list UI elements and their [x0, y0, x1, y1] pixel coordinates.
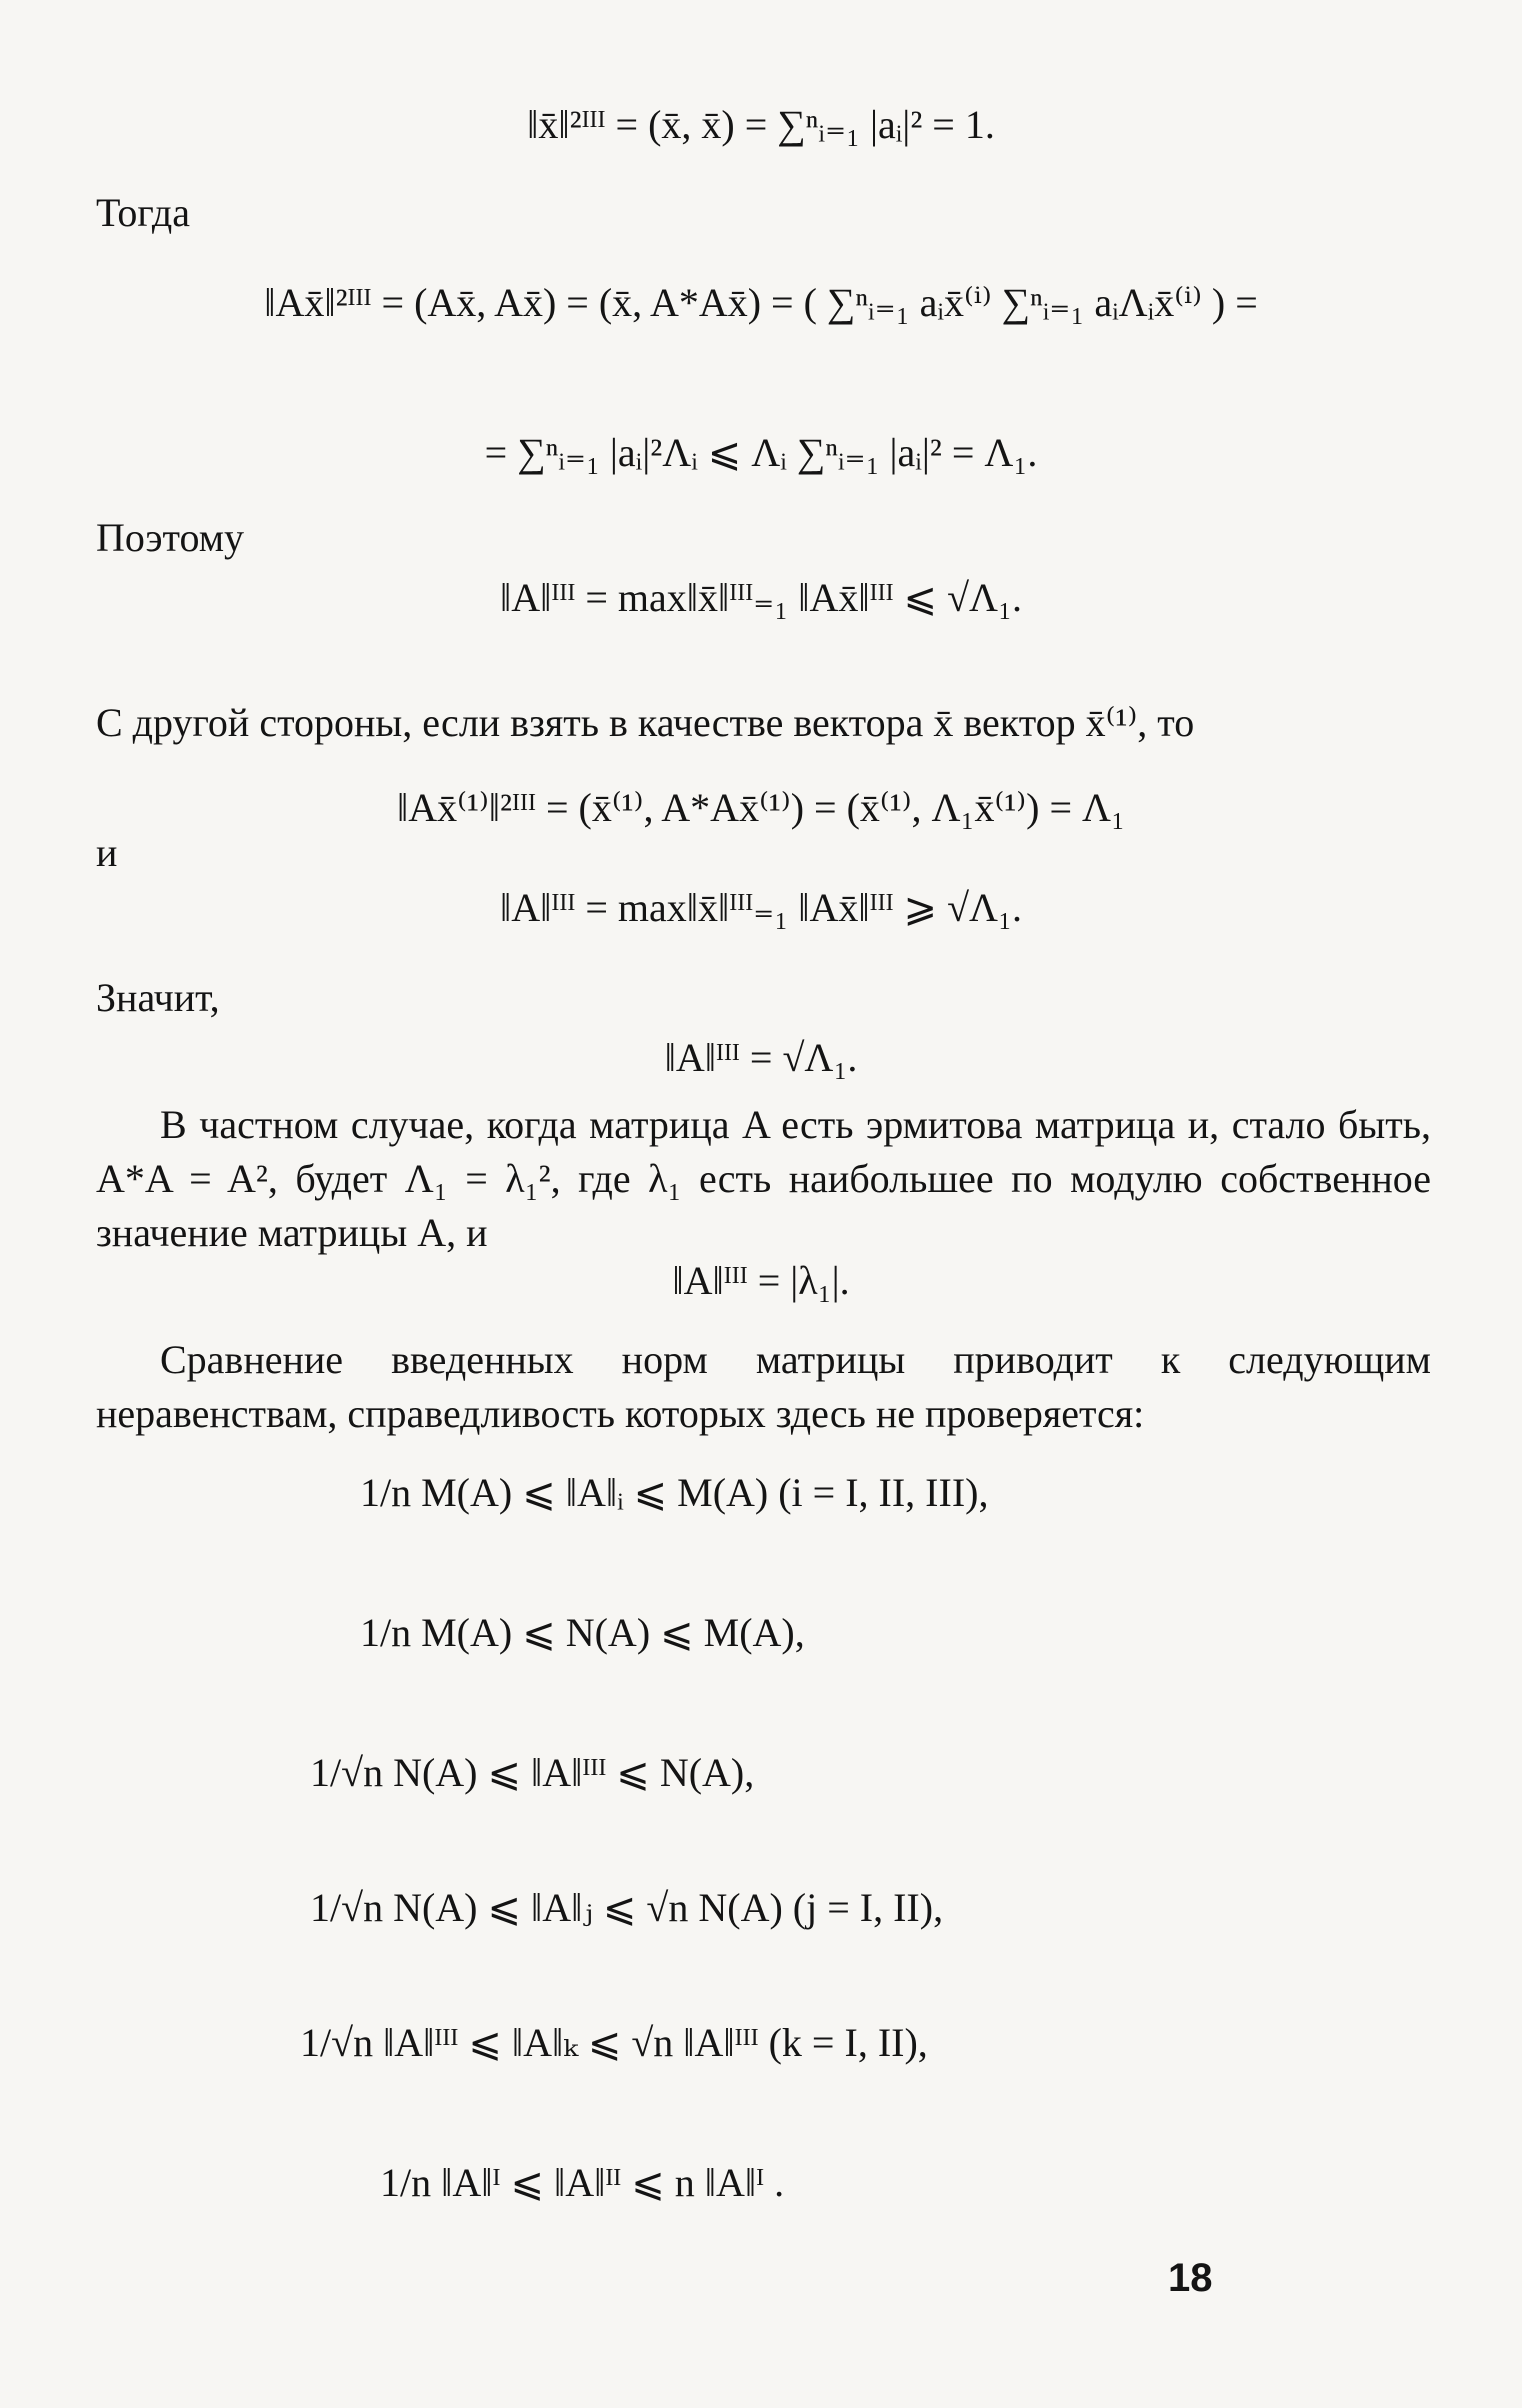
formula-norm-ax-expansion: ‖Ax̄‖²ᴵᴵᴵ = (Ax̄, Ax̄) = (x̄, A*Ax̄) = ( ∑ⁿᵢ₌₁ aᵢx̄⁽ⁱ⁾ ∑ⁿᵢ₌₁ aᵢΛᵢx̄⁽ⁱ⁾ ) = — [264, 280, 1258, 325]
inequality-1: 1/n M(A) ⩽ ‖A‖ᵢ ⩽ M(A) (i = I, II, III), — [360, 1470, 989, 1515]
inequality-2: 1/n M(A) ⩽ N(A) ⩽ M(A), — [360, 1610, 805, 1655]
formula-sum-bound: = ∑ⁿᵢ₌₁ |aᵢ|²Λᵢ ⩽ Λᵢ ∑ⁿᵢ₌₁ |aᵢ|² = Λ₁. — [484, 430, 1038, 475]
inequality-3: 1/√n N(A) ⩽ ‖A‖ᴵᴵᴵ ⩽ N(A), — [310, 1750, 755, 1795]
formula-upper-bound: ‖A‖ᴵᴵᴵ = max‖x̄‖ᴵᴵᴵ₌₁ ‖Ax̄‖ᴵᴵᴵ ⩽ √Λ₁. — [500, 575, 1022, 620]
formula-norm-x: ‖x̄‖²ᴵᴵᴵ = (x̄, x̄) = ∑ⁿᵢ₌₁ |aᵢ|² = 1. — [527, 102, 995, 147]
formula-eigenvalue-norm: ‖A‖ᴵᴵᴵ = |λ₁|. — [672, 1258, 850, 1303]
sentence-other-side: С другой стороны, если взять в качестве вектора x̄ вектор x̄⁽¹⁾, то — [96, 700, 1195, 745]
word-poetomu: Поэтому — [96, 515, 245, 560]
inequality-6: 1/n ‖A‖ᴵ ⩽ ‖A‖ᴵᴵ ⩽ n ‖A‖ᴵ . — [380, 2160, 785, 2205]
paragraph-comparison — [96, 1333, 1431, 1441]
word-togda: Тогда — [96, 190, 190, 235]
formula-eigenvector-norm: ‖Ax̄⁽¹⁾‖²ᴵᴵᴵ = (x̄⁽¹⁾, A*Ax̄⁽¹⁾) = (x̄⁽¹⁾, Λ₁x̄⁽¹⁾) = Λ₁ — [397, 785, 1125, 830]
word-znachit: Значит, — [96, 975, 220, 1020]
paragraph-hermitian — [96, 1098, 1431, 1260]
paragraph-hermitian-text: В частном случае, когда матрица A есть эрмитова матрица и, стало быть, A*A = A², будет Λ₁ = λ₁², где λ₁ есть наибольшее по модулю собственное значение матрицы A, и — [96, 1102, 1431, 1255]
paragraph-comparison-text: Сравнение введенных норм матрицы приводит к следующим неравенствам, справедливость которых здесь не проверяется: — [96, 1337, 1431, 1436]
page-number: 18 — [1168, 2256, 1213, 2300]
inequality-4: 1/√n N(A) ⩽ ‖A‖ⱼ ⩽ √n N(A) (j = I, II), — [310, 1885, 944, 1930]
word-i: и — [96, 830, 118, 875]
formula-lower-bound: ‖A‖ᴵᴵᴵ = max‖x̄‖ᴵᴵᴵ₌₁ ‖Ax̄‖ᴵᴵᴵ ⩾ √Λ₁. — [500, 885, 1022, 930]
inequality-5: 1/√n ‖A‖ᴵᴵᴵ ⩽ ‖A‖ₖ ⩽ √n ‖A‖ᴵᴵᴵ (k = I, II), — [300, 2020, 928, 2065]
formula-norm-equality: ‖A‖ᴵᴵᴵ = √Λ₁. — [664, 1035, 858, 1080]
